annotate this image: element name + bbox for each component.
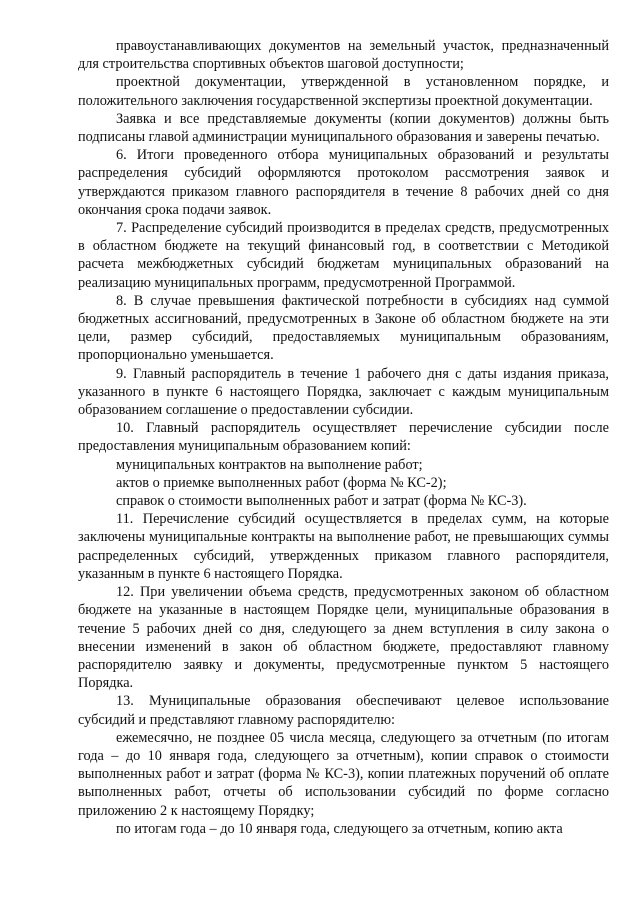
paragraph: 7. Распределение субсидий производится в пределах средств, предусмотренных в областном бюджете на текущий финансовый год, в соответствии с Методикой расчета межбюджетных субсидий бюджетам муниципальных образований на реализацию муниципальных программ, предусмотренной Программой.: [78, 220, 609, 291]
list-item: муниципальных контрактов на выполнение работ;: [116, 456, 423, 473]
paragraph: 12. При увеличении объема средств, предусмотренных законом об областном бюджете на указанные в настоящем Порядке цели, муниципальные образования в течение 5 рабочих дней со дня, следующего за днем вступления в силу закона о внесении изменений в закон об областном бюджете, предоставляют главному распорядителю заявку и документы, предусмотренные пунктом 5 настоящего Порядка.: [78, 584, 609, 692]
paragraph: правоустанавливающих документов на земельный участок, предназначенный для строительства спортивных объектов шаговой доступности;: [78, 38, 609, 73]
list-item: справок о стоимости выполненных работ и затрат (форма № КС-3).: [116, 493, 527, 510]
paragraph: 6. Итоги проведенного отбора муниципальных образований и результаты распределения субсидий оформляются протоколом рассмотрения заявок и утверждаются приказом главного распорядителя в течение 8 рабочих дней со дня окончания срока подачи заявок.: [78, 147, 609, 218]
list-item: по итогам года – до 10 января года, следующего за отчетным, копию акта: [116, 820, 563, 837]
paragraph: Заявка и все представляемые документы (копии документов) должны быть подписаны главой администрации муниципального образования и заверены печатью.: [78, 110, 609, 146]
paragraph: 8. В случае превышения фактической потребности в субсидиях над суммой бюджетных ассигнований, предусмотренных в Законе об областном бюджете на эти цели, размер субсидий, предоставляемых муниципальным образованиям, пропорционально уменьшается.: [78, 292, 609, 364]
paragraph: проектной документации, утвержденной в установленном порядке, и положительного заключения государственной экспертизы проектной документации.: [78, 74, 609, 109]
list-item: ежемесячно, не позднее 05 числа месяца, следующего за отчетным (по итогам года – до 10 января года, следующего за отчетным), копии справок о стоимости выполненных работ и затрат (форма № КС-3), копии платежных поручений об оплате выполненных работ, отчеты об использовании субсидий по форме согласно приложению 2 к настоящему Порядку;: [78, 729, 609, 819]
paragraph: 10. Главный распорядитель осуществляет перечисление субсидии после предоставления муниципальным образованием копий:: [78, 420, 609, 455]
list-item: актов о приемке выполненных работ (форма № КС-2);: [116, 474, 447, 491]
paragraph: 9. Главный распорядитель в течение 1 рабочего дня с даты издания приказа, указанного в пункте 6 настоящего Порядка, заключает с каждым муниципальным образованием соглашение о предоставлении субсидии.: [78, 365, 609, 419]
paragraph: 13. Муниципальные образования обеспечивают целевое использование субсидий и представляют главному распорядителю:: [78, 693, 609, 728]
paragraph: 11. Перечисление субсидий осуществляется в пределах сумм, на которые заключены муниципальные контракты на выполнение работ, не превышающих суммы распределенных субсидий, утвержденных приказом главного распорядителя, указанным в пункте 6 настоящего Порядка.: [78, 511, 609, 582]
